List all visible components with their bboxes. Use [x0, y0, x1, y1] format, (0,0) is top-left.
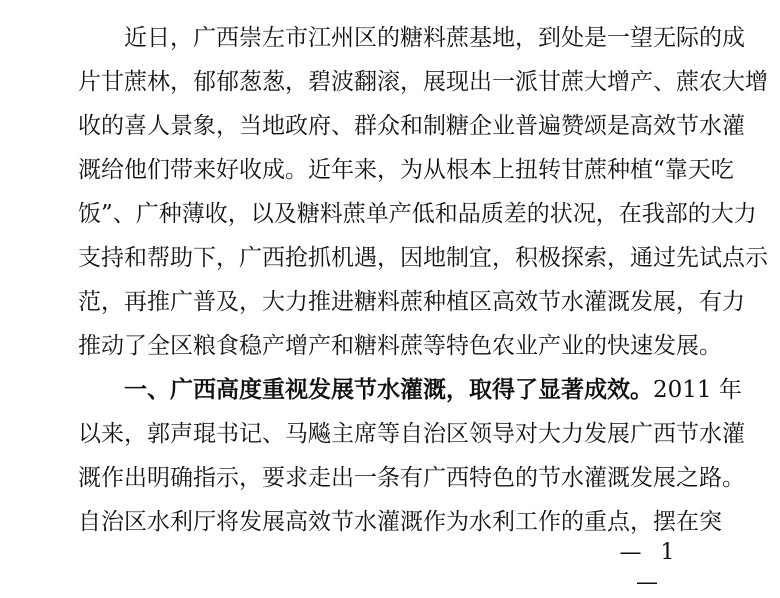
paragraph1-line-6: 支持和帮助下，广西抢抓机遇，因地制宜，积极探索，通过先试点示 [78, 245, 768, 271]
paragraph1-line-2: 片甘蔗林，郁郁葱葱，碧波翻滚，展现出一派甘蔗大增产、蔗农大增 [78, 69, 768, 95]
paragraph2-line-2: 溉作出明确指示，要求走出一条有广西特色的节水灌溉发展之路。 [78, 465, 745, 491]
paragraph2-line-3: 自治区水利厅将发展高效节水灌溉作为水利工作的重点，摆在突 [78, 509, 722, 535]
paragraph1-line-3: 收的喜人景象，当地政府、群众和制糖企业普遍赞颂是高效节水灌 [78, 113, 745, 139]
paragraph2-line-1: 以来，郭声琨书记、马飚主席等自治区领导对大力发展广西节水灌 [78, 421, 745, 447]
section-heading-tail: 2011 年 [653, 377, 742, 403]
page-number: — 1 — [619, 540, 681, 595]
section-heading-row [124, 370, 742, 410]
paragraph1-line-1: 近日，广西崇左市江州区的糖料蔗基地，到处是一望无际的成 [124, 25, 745, 51]
paragraph1-line-7: 范，再推广普及，大力推进糖料蔗种植区高效节水灌溉发展，有力 [78, 289, 745, 315]
paragraph1-line-8: 推动了全区粮食稳产增产和糖料蔗等特色农业产业的快速发展。 [78, 333, 722, 359]
paragraph1-line-5: 饭”、广种薄收，以及糖料蔗单产低和品质差的状况，在我部的大力 [78, 201, 757, 227]
paragraph1-line-4: 溉给他们带来好收成。近年来，为从根本上扭转甘蔗种植“靠天吃 [78, 157, 734, 183]
section-heading: 一、广西高度重视发展节水灌溉，取得了显著成效。 [124, 377, 653, 403]
